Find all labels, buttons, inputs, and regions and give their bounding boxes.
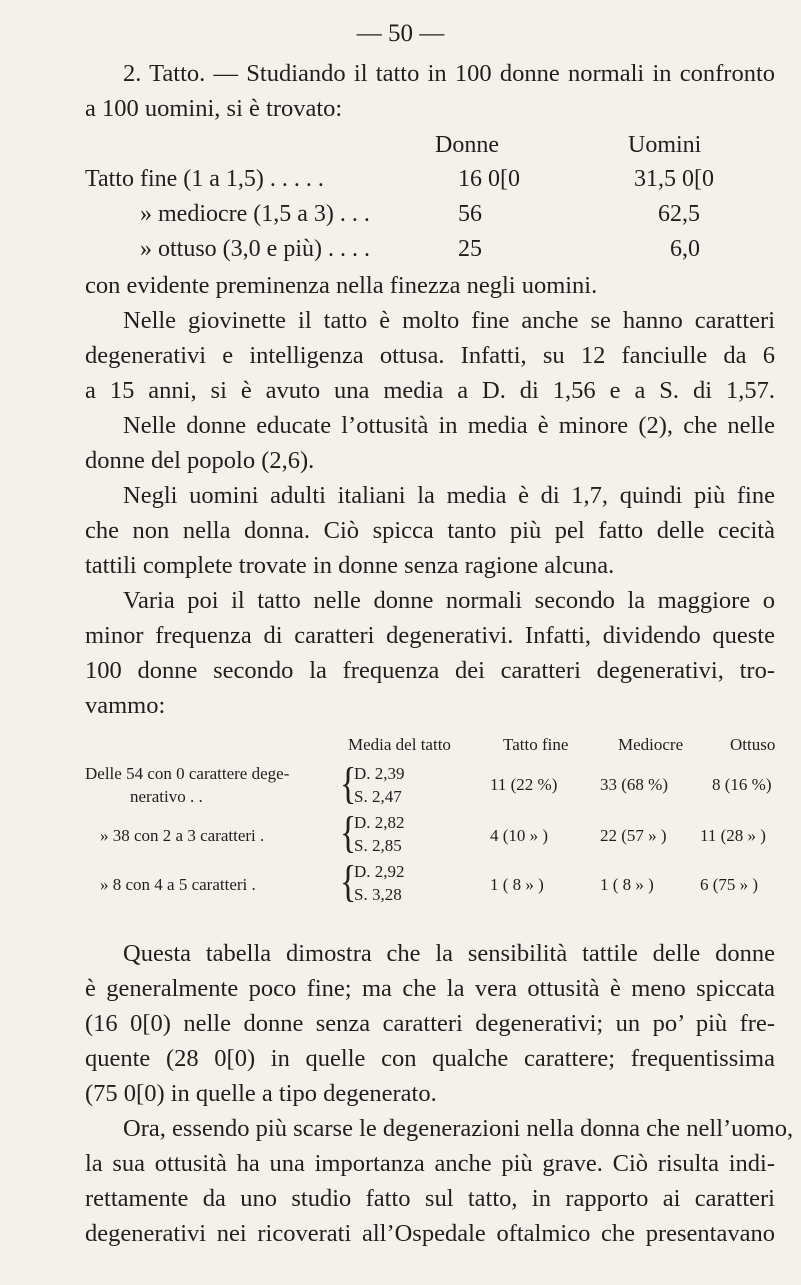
cell-fine: 4 (10 » ): [490, 826, 549, 845]
row-label: » mediocre (1,5 a 3) . . .: [140, 201, 370, 227]
para1-line: vammo:: [85, 692, 166, 719]
para1-line: con evidente preminenza nella finezza negli uomini.: [85, 272, 598, 299]
cell-donne: 25: [458, 236, 482, 262]
row-label-cont: nerativo . .: [130, 787, 203, 806]
para1-line: degenerativi e intelligenza ottusa. Infatti, su 12 fanciulle da 6: [85, 342, 775, 369]
cell-donne: 16 0[0: [458, 166, 520, 192]
para1-line: donne del popolo (2,6).: [85, 447, 315, 474]
row-label: Delle 54 con 0 carattere dege-: [85, 764, 290, 783]
cell-fine: 1 ( 8 » ): [490, 875, 544, 894]
page-number: — 50 —: [356, 20, 445, 47]
para1-line: 100 donne secondo la frequenza dei caratteri degenerativi, tro-: [85, 657, 775, 684]
cell-s: S. 3,28: [354, 885, 402, 904]
cell-s: S. 2,47: [354, 787, 402, 806]
cell-mediocre: 33 (68 %): [600, 775, 668, 794]
cell-ottuso: 8 (16 %): [712, 775, 772, 794]
cell-d: D. 2,92: [354, 862, 405, 881]
row-label: » 38 con 2 a 3 caratteri .: [100, 826, 265, 845]
cell-ottuso: 6 (75 » ): [700, 875, 759, 894]
cell-uomini: 6,0: [670, 236, 700, 262]
intro-line-2: a 100 uomini, si è trovato:: [85, 95, 343, 122]
para1-line: che non nella donna. Ciò spicca tanto più pel fatto delle cecità: [85, 517, 775, 544]
header-mediocre: Mediocre: [618, 735, 684, 754]
cell-mediocre: 22 (57 » ): [600, 826, 667, 845]
para2-line: quente (28 0[0) in quelle con qualche carattere; frequentissima: [85, 1045, 775, 1072]
header-ottuso: Ottuso: [730, 735, 776, 754]
row-label: » 8 con 4 a 5 caratteri .: [100, 875, 256, 894]
brace: {: [340, 760, 357, 809]
cell-uomini: 31,5 0[0: [634, 166, 714, 192]
row-label: Tatto fine (1 a 1,5) . . . . .: [85, 166, 324, 192]
cell-d: D. 2,39: [354, 764, 405, 783]
para1-line: a 15 anni, si è avuto una media a D. di 1,56 e a S. di 1,57.: [85, 377, 775, 404]
para2-line: (16 0[0) nelle donne senza caratteri degenerativi; un po’ più fre-: [85, 1010, 775, 1037]
para2-line: Ora, essendo più scarse le degenerazioni nella donna che nell’uomo,: [123, 1115, 794, 1142]
para2-line: rettamente da uno studio fatto sul tatto, in rapporto ai caratteri: [85, 1185, 775, 1212]
para1-line: Varia poi il tatto nelle donne normali secondo la maggiore o: [123, 587, 775, 614]
cell-fine: 11 (22 %): [490, 775, 558, 794]
para1-line: Nelle donne educate l’ottusità in media è minore (2), che nelle: [123, 412, 775, 439]
header-donne: Donne: [435, 132, 499, 158]
para1-line: minor frequenza di caratteri degenerativi. Infatti, dividendo queste: [85, 622, 775, 649]
row-label: » ottuso (3,0 e più) . . . .: [140, 236, 370, 262]
para2-line: (75 0[0) in quelle a tipo degenerato.: [85, 1080, 437, 1107]
para2-line: degenerativi nei ricoverati all’Ospedale oftalmico che presentavano: [85, 1220, 775, 1247]
para1-line: tattili complete trovate in donne senza ragione alcuna.: [85, 552, 615, 579]
cell-mediocre: 1 ( 8 » ): [600, 875, 654, 894]
para1-line: Negli uomini adulti italiani la media è di 1,7, quindi più fine: [123, 482, 775, 509]
cell-uomini: 62,5: [658, 201, 700, 227]
para1-line: Nelle giovinette il tatto è molto fine anche se hanno caratteri: [123, 307, 775, 334]
header-fine: Tatto fine: [503, 735, 569, 754]
cell-ottuso: 11 (28 » ): [700, 826, 766, 845]
para2-line: la sua ottusità ha una importanza anche più grave. Ciò risulta indi-: [85, 1150, 775, 1177]
para2-line: Questa tabella dimostra che la sensibilità tattile delle donne: [123, 940, 775, 967]
cell-donne: 56: [458, 201, 482, 227]
brace: {: [340, 809, 357, 858]
intro-line-1: 2. Tatto. — Studiando il tatto in 100 donne normali in confronto: [123, 60, 775, 87]
para2-line: è generalmente poco fine; ma che la vera ottusità è meno spiccata: [85, 975, 775, 1002]
brace: {: [340, 858, 357, 907]
cell-d: D. 2,82: [354, 813, 405, 832]
header-media: Media del tatto: [348, 735, 451, 754]
header-uomini: Uomini: [628, 132, 702, 158]
cell-s: S. 2,85: [354, 836, 402, 855]
